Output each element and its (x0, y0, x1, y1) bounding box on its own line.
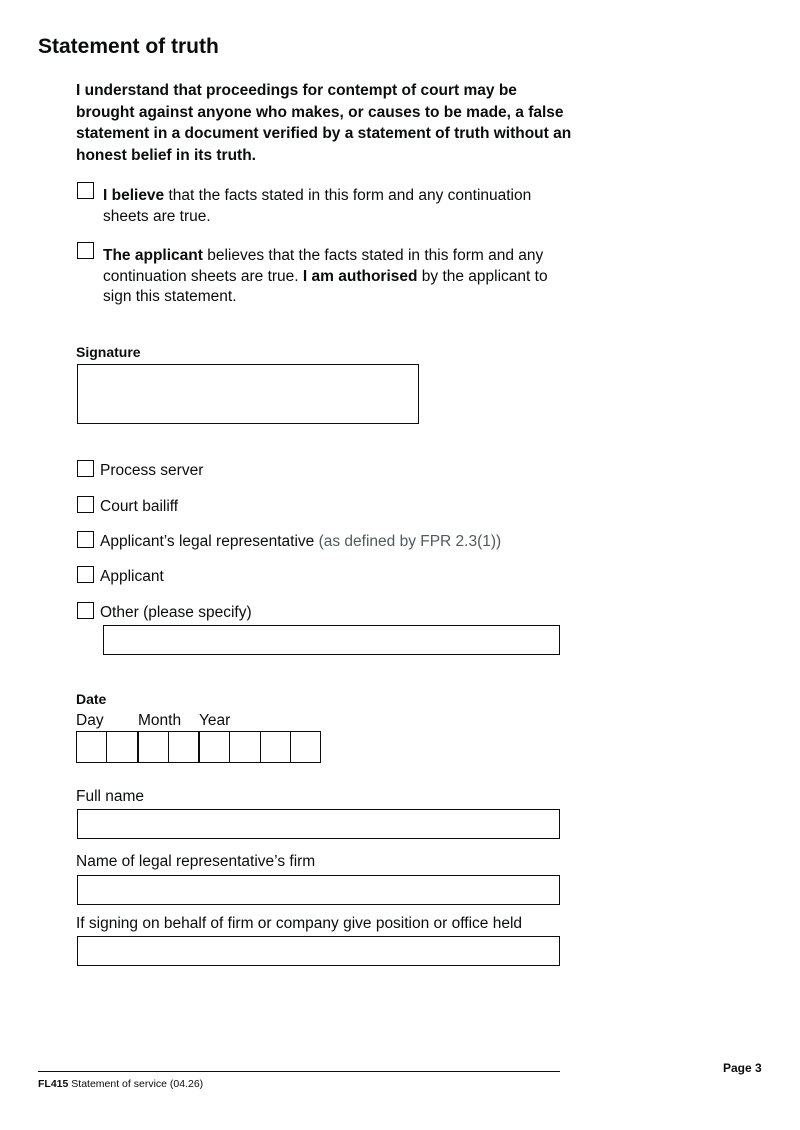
i-believe-statement (103, 186, 573, 227)
footer-divider (38, 1071, 560, 1072)
signature-label: Signature (76, 344, 141, 360)
form-title: Statement of service (04.26) (71, 1078, 204, 1090)
full-name-input[interactable] (77, 809, 560, 839)
i-believe-checkbox[interactable] (77, 182, 94, 199)
form-code: FL415 (38, 1078, 69, 1090)
applicant-role-label: Applicant (100, 568, 164, 585)
legal-rep-text: Applicant’s legal representative (100, 533, 315, 550)
applicant-role-checkbox[interactable] (77, 566, 94, 583)
position-input[interactable] (77, 936, 560, 966)
other-checkbox[interactable] (77, 602, 94, 619)
court-bailiff-label: Court bailiff (100, 498, 179, 515)
form-footer (38, 1078, 203, 1090)
other-label: Other (please specify) (100, 604, 252, 621)
authorised-text: by the applicant to sign this statement. (103, 267, 548, 306)
date-year-digit-4[interactable] (291, 732, 320, 762)
legal-rep-checkbox[interactable] (77, 531, 94, 548)
date-day-label: Day (76, 712, 104, 729)
legal-rep-note: (as defined by FPR 2.3(1)) (318, 533, 502, 550)
date-day-digit-2[interactable] (107, 732, 138, 762)
page-number: Page 3 (723, 1061, 762, 1075)
date-year-digit-2[interactable] (230, 732, 260, 762)
process-server-checkbox[interactable] (77, 460, 94, 477)
signature-box[interactable] (77, 364, 419, 424)
date-month-digit-1[interactable] (139, 732, 169, 762)
date-year-digit-3[interactable] (261, 732, 291, 762)
contempt-warning: I understand that proceedings for contempt of court may be brought against anyone who makes, or causes to be made, a false statement in a document verified by a statement of truth without an honest belief in its truth. (76, 82, 572, 165)
position-label: If signing on behalf of firm or company give position or office held (76, 915, 523, 932)
applicant-text: believes that the facts stated in this form and any continuation sheets are true. (103, 247, 544, 285)
legal-rep-label (100, 533, 501, 551)
firm-input[interactable] (77, 875, 560, 905)
date-input-grid (76, 731, 321, 763)
applicant-believes-checkbox[interactable] (77, 242, 94, 259)
applicant-believes-statement (103, 246, 573, 308)
date-month-digit-2[interactable] (169, 732, 200, 762)
other-specify-input[interactable] (103, 625, 560, 655)
i-believe-bold: I believe (103, 187, 165, 204)
date-month-label: Month (138, 712, 182, 729)
full-name-label: Full name (76, 788, 145, 805)
court-bailiff-checkbox[interactable] (77, 496, 94, 513)
authorised-bold: I am authorised (302, 267, 418, 285)
i-believe-text: that the facts stated in this form and any continuation sheets are true. (103, 187, 532, 225)
date-day-digit-1[interactable] (77, 732, 107, 762)
date-year-digit-1[interactable] (200, 732, 230, 762)
date-year-label: Year (199, 712, 231, 729)
section-title: Statement of truth (38, 35, 219, 58)
process-server-label: Process server (100, 462, 204, 479)
firm-label: Name of legal representative’s firm (76, 853, 316, 870)
applicant-bold: The applicant (103, 247, 203, 264)
date-label: Date (76, 691, 107, 707)
